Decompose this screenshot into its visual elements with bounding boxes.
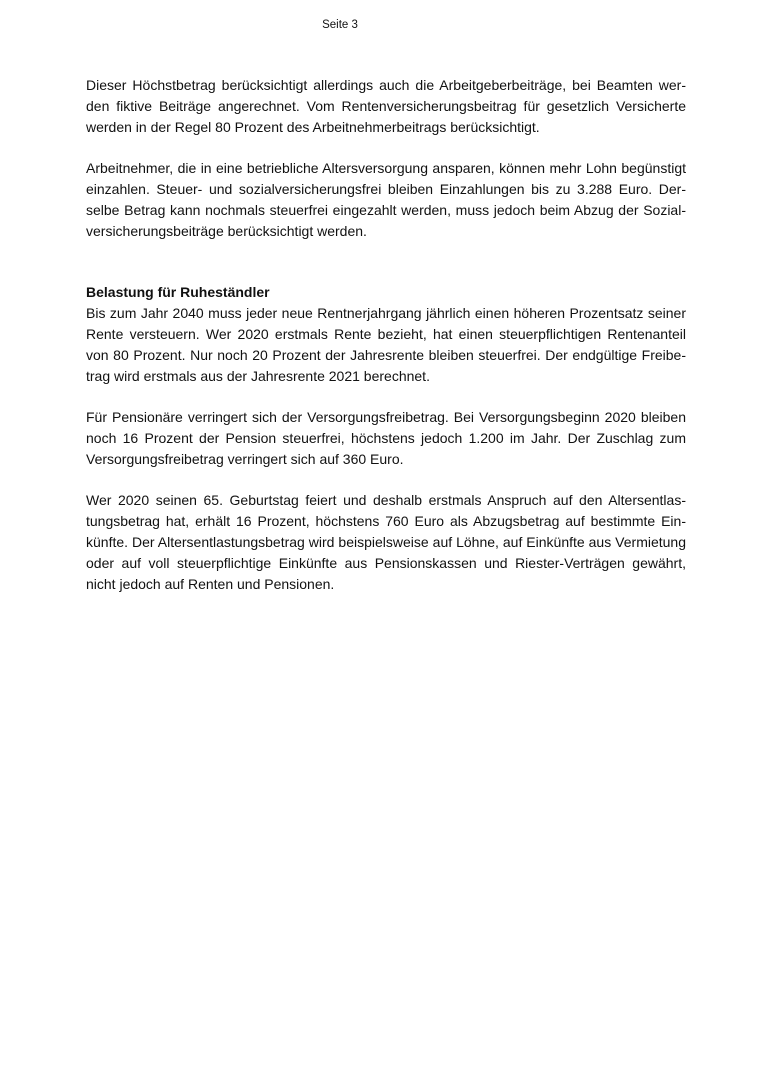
text-line: versicherungsbeiträge berücksichtigt werden. xyxy=(86,223,367,239)
paragraph-betriebliche-altersversorgung xyxy=(86,158,686,242)
text-line: einzahlen. Steuer- und sozialversicherungsfrei bleiben Einzahlungen bis zu 3.288 Euro. Der- xyxy=(86,181,686,197)
text-line: werden in der Regel 80 Prozent des Arbeitnehmerbeitrags berücksichtigt. xyxy=(86,119,540,135)
paragraph-versorgungsfreibetrag xyxy=(86,407,686,470)
text-line: Für Pensionäre verringert sich der Versorgungsfreibetrag. Bei Versorgungsbeginn 2020 bleiben xyxy=(86,409,686,425)
text-line: Dieser Höchstbetrag berücksichtigt allerdings auch die Arbeitgeberbeiträge, bei Beamten wer- xyxy=(86,77,686,93)
text-line: Wer 2020 seinen 65. Geburtstag feiert und deshalb erstmals Anspruch auf den Altersentlas- xyxy=(86,492,686,508)
paragraph-hoechstbetrag xyxy=(86,75,686,138)
text-line: oder auf voll steuerpflichtige Einkünfte aus Pensionskassen und Riester-Verträgen gewährt, xyxy=(86,555,686,571)
document-body xyxy=(86,75,686,615)
text-line: nicht jedoch auf Renten und Pensionen. xyxy=(86,576,335,592)
text-line: selbe Betrag kann nochmals steuerfrei eingezahlt werden, muss jedoch beim Abzug der Sozial- xyxy=(86,202,686,218)
section-heading: Belastung für Ruheständler xyxy=(86,284,270,300)
text-line: Bis zum Jahr 2040 muss jeder neue Rentnerjahrgang jährlich einen höheren Prozentsatz seiner xyxy=(86,305,686,321)
paragraph-altersentlastungsbetrag xyxy=(86,490,686,595)
text-line: von 80 Prozent. Nur noch 20 Prozent der Jahresrente bleiben steuerfrei. Der endgültige Freibe- xyxy=(86,347,686,363)
paragraph-rentenbesteuerung xyxy=(86,282,686,387)
text-line: tungsbetrag hat, erhält 16 Prozent, höchstens 760 Euro als Abzugsbetrag auf bestimmte Ein- xyxy=(86,513,686,529)
text-line: Arbeitnehmer, die in eine betriebliche Altersversorgung ansparen, können mehr Lohn begünstigt xyxy=(86,160,686,176)
text-line: den fiktive Beiträge angerechnet. Vom Rentenversicherungsbeitrag für gesetzlich Versicherte xyxy=(86,98,686,114)
page-number: Seite 3 xyxy=(322,19,358,31)
text-line: Rente versteuern. Wer 2020 erstmals Rente bezieht, hat einen steuerpflichtigen Rentenanteil xyxy=(86,326,686,342)
text-line: noch 16 Prozent der Pension steuerfrei, höchstens jedoch 1.200 im Jahr. Der Zuschlag zum xyxy=(86,430,686,446)
text-line: Versorgungsfreibetrag verringert sich auf 360 Euro. xyxy=(86,451,404,467)
text-line: trag wird erstmals aus der Jahresrente 2021 berechnet. xyxy=(86,368,430,384)
text-line: künfte. Der Altersentlastungsbetrag wird beispielsweise auf Löhne, auf Einkünfte aus Vermietung xyxy=(86,534,686,550)
